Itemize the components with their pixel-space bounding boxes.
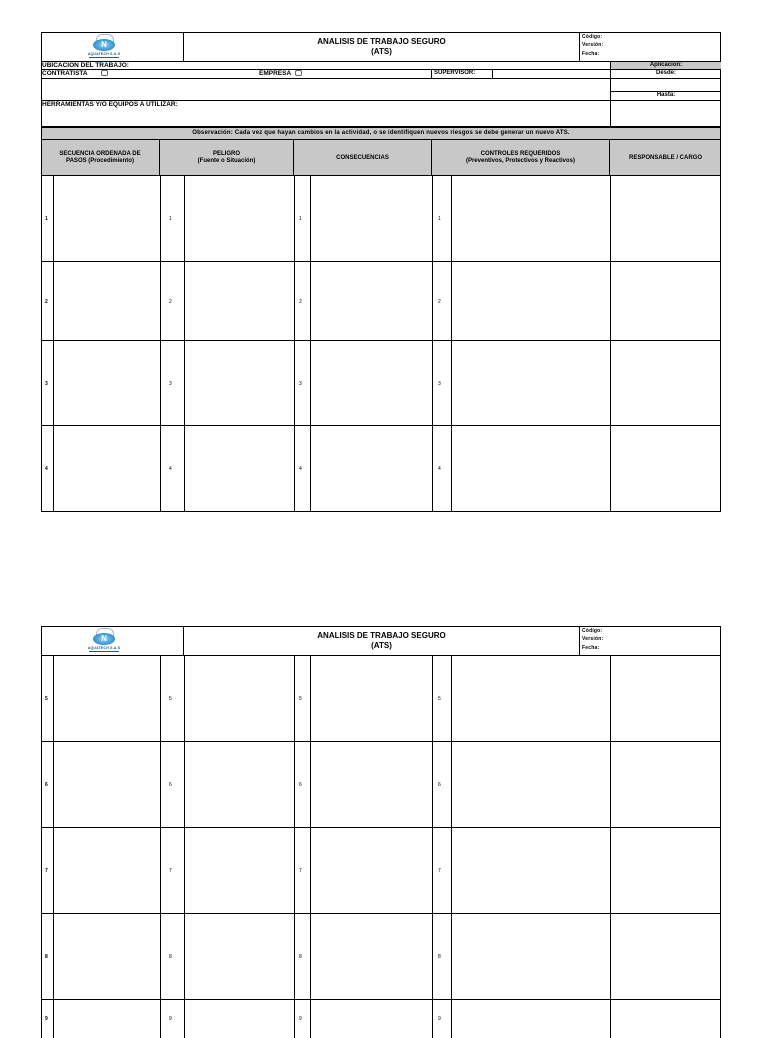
form-subtitle: (ATS) [371,641,392,650]
column-divider [160,742,161,828]
empresa-checkbox[interactable] [295,70,302,76]
step-number: 7 [45,868,48,874]
desde-cell [610,69,721,78]
peligro-input[interactable] [185,914,294,1000]
desde-label: Desde: [655,70,676,76]
contratista-label: CONTRATISTA [42,70,88,77]
step-input[interactable] [54,914,160,1000]
form-title: ANALISIS DE TRABAJO SEGURO [317,631,446,640]
peligro-number: 4 [169,466,172,472]
step-number: 3 [45,381,48,387]
codigo-label: Código: [582,628,603,634]
control-number: 5 [438,696,441,702]
step-number: 2 [45,299,48,305]
column-divider [432,262,433,341]
responsable-input[interactable] [611,1000,721,1038]
peligro-input[interactable] [185,828,294,914]
col-responsable-header: RESPONSABLE / CARGO [628,154,702,161]
responsable-input[interactable] [611,426,721,512]
column-divider [160,262,161,341]
consecuencia-number: 3 [299,381,302,387]
empresa-field [259,70,302,78]
consecuencia-input[interactable] [311,1000,432,1038]
control-number: 4 [438,466,441,472]
fecha-label: Fecha: [582,645,600,651]
peligro-number: 1 [169,216,172,222]
column-divider [432,176,433,262]
control-number: 8 [438,954,441,960]
consecuencia-input[interactable] [311,656,432,742]
aplicacion-label: Aplicación: [649,62,683,68]
column-divider [432,914,433,1000]
control-number: 9 [438,1016,441,1022]
column-divider [294,742,295,828]
consecuencia-input[interactable] [311,341,432,426]
step-input[interactable] [54,426,160,512]
control-input[interactable] [452,1000,610,1038]
empresa-label: EMPRESA [259,70,291,77]
meta-cell-2 [579,626,721,656]
step-input[interactable] [54,176,160,262]
control-input[interactable] [452,426,610,512]
control-number: 3 [438,381,441,387]
step-number: 8 [45,954,48,960]
step-input[interactable] [54,341,160,426]
control-input[interactable] [452,828,610,914]
consecuencia-number: 6 [299,782,302,788]
consecuencia-input[interactable] [311,426,432,512]
peligro-number: 3 [169,381,172,387]
peligro-input[interactable] [185,742,294,828]
step-number: 5 [45,696,48,702]
col-peligro-header: PELIGRO (Fuente o Situación) [160,140,294,176]
column-divider [432,656,433,742]
supervisor-label: SUPERVISOR: [434,70,476,76]
step-input[interactable] [54,828,160,914]
consecuencia-number: 8 [299,954,302,960]
peligro-number: 6 [169,782,172,788]
column-divider [294,341,295,426]
peligro-input[interactable] [185,176,294,262]
step-number: 9 [45,1016,48,1022]
consecuencia-input[interactable] [311,262,432,341]
hasta-cell [610,91,721,100]
consecuencia-input[interactable] [311,828,432,914]
meta-cell [579,32,721,62]
responsable-input[interactable] [611,828,721,914]
logo-cell: N AQUATECH S.A.S [41,32,184,62]
fecha-label: Fecha: [582,51,600,57]
column-divider [432,742,433,828]
observacion-bar [41,126,721,140]
aplicacion-cell [610,62,721,69]
logo-cell-2: N AQUATECH S.A.S [41,626,184,656]
col-consecuencias-header: CONSECUENCIAS [294,140,432,176]
form-subtitle: (ATS) [371,47,392,56]
step-input[interactable] [54,742,160,828]
col-secuencia-header: SECUENCIA ORDENADA DE PASOS (Procedimiento) [41,140,160,176]
hasta-label: Hasta: [656,92,676,98]
control-input[interactable] [452,914,610,1000]
consecuencia-input[interactable] [311,176,432,262]
control-input[interactable] [452,176,610,262]
column-divider [294,828,295,914]
ubicacion-label: UBICACIÓN DEL TRABAJO: [42,62,129,69]
version-label: Versión: [582,42,604,48]
step-input[interactable] [54,1000,160,1038]
control-number: 1 [438,216,441,222]
herramientas-label: HERRAMIENTAS Y/O EQUIPOS A UTILIZAR: [42,101,178,108]
peligro-number: 7 [169,868,172,874]
step-input[interactable] [54,656,160,742]
step-number: 6 [45,782,48,788]
peligro-number: 8 [169,954,172,960]
supervisor-input[interactable] [494,69,610,78]
step-number: 1 [45,216,48,222]
peligro-input[interactable] [185,1000,294,1038]
page-title-2 [184,631,579,651]
col-controles-header: CONTROLES REQUERIDOS (Preventivos, Protectivos y Reactivos) [432,140,610,176]
column-divider [294,1000,295,1038]
consecuencia-number: 1 [299,216,302,222]
peligro-number: 5 [169,696,172,702]
peligro-input[interactable] [185,426,294,512]
control-input[interactable] [452,341,610,426]
responsable-input[interactable] [611,341,721,426]
column-divider [294,426,295,512]
column-divider [160,1000,161,1038]
peligro-input[interactable] [185,262,294,341]
responsable-input[interactable] [611,262,721,341]
desde-input[interactable] [610,78,721,91]
version-label: Versión: [582,636,604,642]
codigo-label: Código: [582,34,603,40]
column-divider [432,426,433,512]
consecuencia-number: 7 [299,868,302,874]
responsable-input[interactable] [611,914,721,1000]
contratista-field [42,70,108,78]
control-number: 6 [438,782,441,788]
responsable-input[interactable] [611,656,721,742]
column-divider [160,426,161,512]
column-divider [294,262,295,341]
responsable-input[interactable] [611,742,721,828]
form-title: ANALISIS DE TRABAJO SEGURO [317,37,446,46]
step-input[interactable] [54,262,160,341]
control-input[interactable] [452,262,610,341]
page-title [184,37,579,57]
column-divider [294,914,295,1000]
peligro-input[interactable] [185,656,294,742]
consecuencia-number: 2 [299,299,302,305]
column-divider [160,341,161,426]
column-divider [160,914,161,1000]
column-divider [294,176,295,262]
consecuencia-number: 9 [299,1016,302,1022]
peligro-number: 9 [169,1016,172,1022]
hasta-input[interactable] [610,100,721,126]
column-divider [160,656,161,742]
step-number: 4 [45,466,48,472]
contratista-checkbox[interactable] [101,70,108,76]
peligro-input[interactable] [185,341,294,426]
peligro-number: 2 [169,299,172,305]
responsable-input[interactable] [611,176,721,262]
column-divider [160,176,161,262]
column-divider [294,656,295,742]
column-divider [432,828,433,914]
control-input[interactable] [452,656,610,742]
column-divider [432,1000,433,1038]
observacion-text: Observación: Cada vez que hayan cambios en la actividad, o se identifiquen nuevos riesgos se debe generar un nuevo ATS. [192,130,570,136]
control-input[interactable] [452,742,610,828]
control-number: 2 [438,299,441,305]
consecuencia-number: 4 [299,466,302,472]
consecuencia-number: 5 [299,696,302,702]
supervisor-label-cell [431,69,493,78]
consecuencia-input[interactable] [311,742,432,828]
consecuencia-input[interactable] [311,914,432,1000]
control-number: 7 [438,868,441,874]
column-divider [432,341,433,426]
column-divider [160,828,161,914]
